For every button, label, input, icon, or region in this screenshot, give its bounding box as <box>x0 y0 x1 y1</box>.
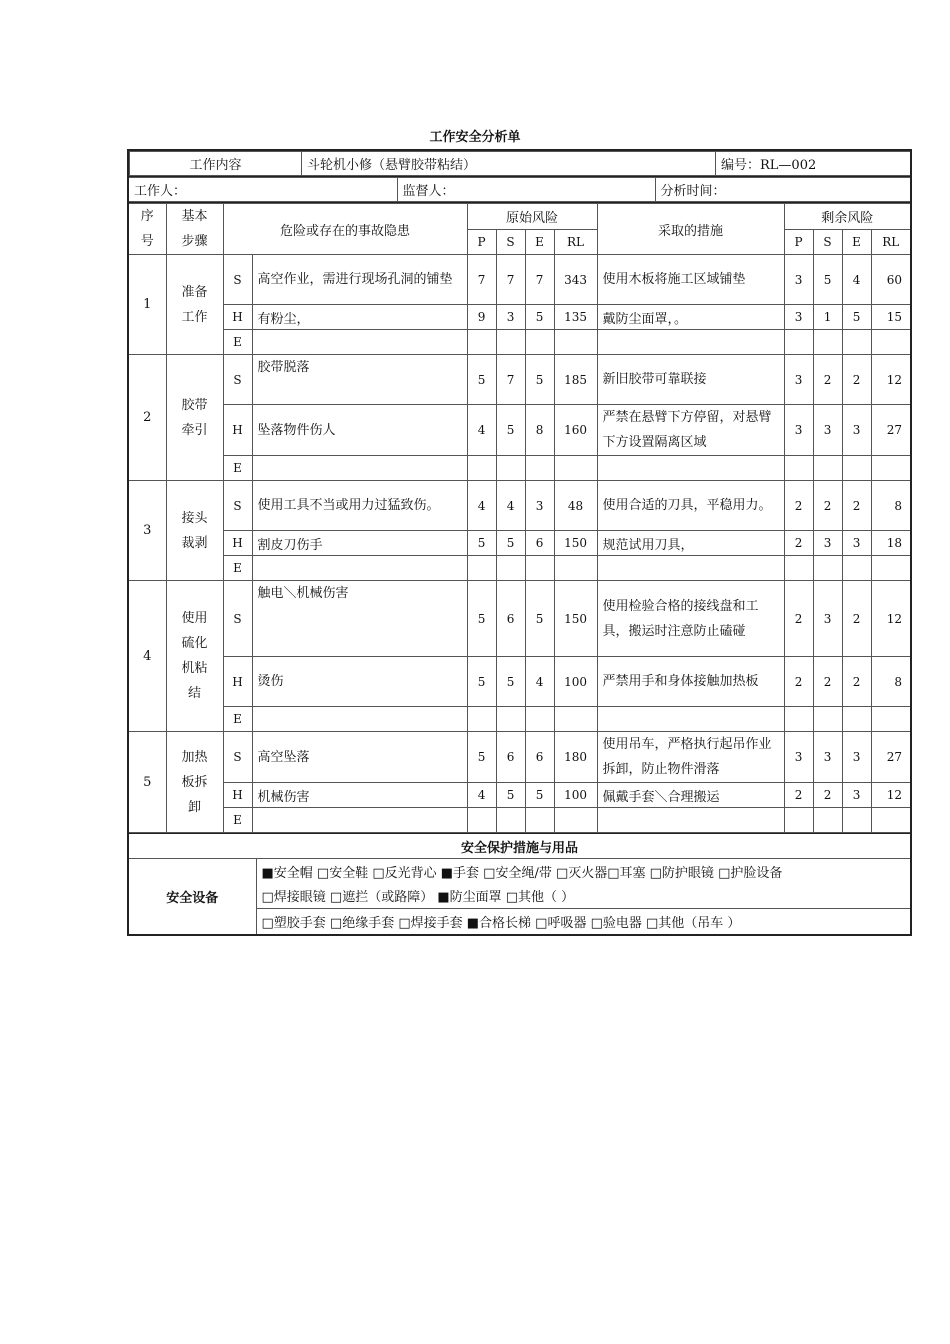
document-title: 工作安全分析单 <box>429 130 521 145</box>
original-rl <box>554 456 597 481</box>
hazard-description <box>252 808 467 833</box>
residual-s: 3 <box>813 531 842 556</box>
residual-e: 2 <box>842 481 871 531</box>
residual-rl: 12 <box>871 581 910 657</box>
residual-e: 3 <box>842 405 871 456</box>
hazard-type: S <box>223 255 252 305</box>
col-header-res-rl: RL <box>871 229 910 255</box>
original-s <box>496 808 525 833</box>
hazard-description: 触电＼机械伤害 <box>252 581 467 657</box>
hazard-type: S <box>223 481 252 531</box>
residual-p <box>784 330 813 355</box>
original-e: 5 <box>525 581 554 657</box>
control-measure: 严禁在悬臂下方停留，对悬臂下方设置隔离区域 <box>597 405 784 456</box>
residual-p <box>784 707 813 732</box>
original-rl <box>554 808 597 833</box>
original-rl: 48 <box>554 481 597 531</box>
residual-rl: 60 <box>871 255 910 305</box>
residual-p: 3 <box>784 732 813 783</box>
table-row <box>129 255 910 305</box>
col-header-residual-risk: 剩余风险 <box>784 204 910 230</box>
col-header-res-s: S <box>813 229 842 255</box>
control-measure <box>597 556 784 581</box>
hazard-description <box>252 330 467 355</box>
table-row <box>129 556 910 581</box>
step-number: 2 <box>129 355 166 481</box>
step-number: 3 <box>129 481 166 581</box>
residual-rl <box>871 456 910 481</box>
control-measure: 使用吊车，严格执行起吊作业拆卸，防止物件滑落 <box>597 732 784 783</box>
control-measure <box>597 808 784 833</box>
original-p: 4 <box>467 405 496 456</box>
residual-e <box>842 556 871 581</box>
col-header-step <box>166 204 223 255</box>
hazard-type: H <box>223 783 252 808</box>
col-header-seq-top: 序 <box>140 209 154 224</box>
analysis-time-label: 分析时间： <box>655 178 910 202</box>
table-row <box>129 481 910 531</box>
hazard-description <box>252 707 467 732</box>
control-measure: 新旧胶带可靠联接 <box>597 355 784 405</box>
table-row <box>129 657 910 707</box>
step-name: 加热 板拆 卸 <box>166 732 223 833</box>
residual-s <box>813 556 842 581</box>
residual-s: 3 <box>813 581 842 657</box>
control-measure: 使用检验合格的接线盘和工具，搬运时注意防止磕碰 <box>597 581 784 657</box>
original-s: 5 <box>496 657 525 707</box>
table-row <box>129 581 910 657</box>
original-s: 5 <box>496 531 525 556</box>
safety-section-title: 安全保护措施与用品 <box>129 834 910 859</box>
residual-s: 2 <box>813 355 842 405</box>
table-row <box>129 531 910 556</box>
residual-e <box>842 707 871 732</box>
table-row <box>129 355 910 405</box>
control-measure: 使用木板将施工区域铺垫 <box>597 255 784 305</box>
original-p: 4 <box>467 481 496 531</box>
residual-e: 4 <box>842 255 871 305</box>
col-header-measures: 采取的措施 <box>597 204 784 255</box>
control-measure <box>597 707 784 732</box>
original-s <box>496 707 525 732</box>
original-rl <box>554 707 597 732</box>
original-s: 6 <box>496 732 525 783</box>
code-label: 编号：RL—002 <box>716 152 911 176</box>
table-row <box>129 305 910 330</box>
original-rl: 180 <box>554 732 597 783</box>
original-e: 6 <box>525 531 554 556</box>
residual-rl: 27 <box>871 732 910 783</box>
hazard-type: H <box>223 305 252 330</box>
safety-equipment-line-2: □焊接眼镜 □遮拦（或路障） ■防尘面罩 □其他（ ） <box>256 884 910 909</box>
residual-rl: 27 <box>871 405 910 456</box>
control-measure <box>597 456 784 481</box>
original-rl: 185 <box>554 355 597 405</box>
original-e: 7 <box>525 255 554 305</box>
original-rl: 160 <box>554 405 597 456</box>
residual-s <box>813 808 842 833</box>
col-header-seq-bottom: 号 <box>140 234 154 249</box>
hazard-description: 高空坠落 <box>252 732 467 783</box>
residual-p <box>784 456 813 481</box>
header-row-1 <box>127 149 912 176</box>
original-rl: 100 <box>554 657 597 707</box>
step-number: 4 <box>129 581 166 732</box>
residual-p: 3 <box>784 305 813 330</box>
table-row <box>129 783 910 808</box>
original-e: 5 <box>525 783 554 808</box>
hazard-type: E <box>223 556 252 581</box>
col-header-original-risk: 原始风险 <box>467 204 597 230</box>
safety-equipment-line-3: □塑胶手套 □绝缘手套 □焊接手套 ■合格长梯 □呼吸器 □验电器 □其他（吊车 ） <box>256 909 910 935</box>
residual-p: 2 <box>784 783 813 808</box>
original-p: 4 <box>467 783 496 808</box>
original-p <box>467 556 496 581</box>
residual-e: 2 <box>842 355 871 405</box>
hazard-description: 坠落物件伤人 <box>252 405 467 456</box>
work-content-label: 工作内容 <box>130 152 302 176</box>
original-e <box>525 556 554 581</box>
original-e: 8 <box>525 405 554 456</box>
original-e <box>525 456 554 481</box>
original-e: 6 <box>525 732 554 783</box>
hazard-type: H <box>223 657 252 707</box>
original-p: 5 <box>467 581 496 657</box>
residual-e <box>842 330 871 355</box>
residual-e <box>842 808 871 833</box>
original-rl: 150 <box>554 531 597 556</box>
residual-e: 3 <box>842 531 871 556</box>
hazard-type: E <box>223 456 252 481</box>
col-header-seq <box>129 204 166 255</box>
hazard-type: S <box>223 355 252 405</box>
residual-e: 2 <box>842 657 871 707</box>
col-header-hazard: 危险或存在的事故隐患 <box>223 204 467 255</box>
original-rl: 343 <box>554 255 597 305</box>
residual-e: 5 <box>842 305 871 330</box>
worker-label: 工作人： <box>129 178 397 202</box>
residual-e <box>842 456 871 481</box>
hazard-type: E <box>223 808 252 833</box>
hazard-description: 使用工具不当或用力过猛致伤。 <box>252 481 467 531</box>
residual-rl: 18 <box>871 531 910 556</box>
header-row-2 <box>127 176 912 202</box>
supervisor-label: 监督人： <box>397 178 655 202</box>
hazard-description: 有粉尘， <box>252 305 467 330</box>
original-e: 5 <box>525 305 554 330</box>
safety-section <box>129 833 910 936</box>
table-row <box>129 707 910 732</box>
residual-rl: 15 <box>871 305 910 330</box>
original-p <box>467 707 496 732</box>
original-p <box>467 808 496 833</box>
hazard-type: S <box>223 732 252 783</box>
work-content-value: 斗轮机小修（悬臂胶带粘结） <box>302 152 716 176</box>
original-s <box>496 456 525 481</box>
original-s: 5 <box>496 783 525 808</box>
hazard-type: E <box>223 330 252 355</box>
residual-rl <box>871 556 910 581</box>
col-header-orig-e: E <box>525 229 554 255</box>
residual-s <box>813 707 842 732</box>
col-header-step-bottom: 步骤 <box>181 234 208 249</box>
residual-s <box>813 456 842 481</box>
original-p: 5 <box>467 355 496 405</box>
residual-e: 3 <box>842 783 871 808</box>
col-header-orig-p: P <box>467 229 496 255</box>
original-s <box>496 556 525 581</box>
hazard-description: 高空作业，需进行现场孔洞的铺垫 <box>252 255 467 305</box>
col-header-res-e: E <box>842 229 871 255</box>
table-row <box>129 456 910 481</box>
original-s: 7 <box>496 255 525 305</box>
col-header-orig-rl: RL <box>554 229 597 255</box>
residual-s: 3 <box>813 405 842 456</box>
residual-s: 2 <box>813 657 842 707</box>
hazard-type: E <box>223 707 252 732</box>
analysis-table <box>127 202 912 936</box>
step-name: 使用 硫化 机粘 结 <box>166 581 223 732</box>
table-row <box>129 808 910 833</box>
residual-p <box>784 556 813 581</box>
residual-p: 3 <box>784 355 813 405</box>
hazard-type: S <box>223 581 252 657</box>
original-e <box>525 330 554 355</box>
col-header-res-p: P <box>784 229 813 255</box>
residual-rl <box>871 808 910 833</box>
residual-p: 2 <box>784 657 813 707</box>
original-p: 5 <box>467 657 496 707</box>
hazard-description: 割皮刀伤手 <box>252 531 467 556</box>
original-s: 6 <box>496 581 525 657</box>
original-p <box>467 330 496 355</box>
original-e <box>525 707 554 732</box>
original-s: 7 <box>496 355 525 405</box>
control-measure: 严禁用手和身体接触加热板 <box>597 657 784 707</box>
residual-rl <box>871 330 910 355</box>
step-number: 1 <box>129 255 166 355</box>
control-measure: 使用合适的刀具，平稳用力。 <box>597 481 784 531</box>
hazard-description: 机械伤害 <box>252 783 467 808</box>
original-rl <box>554 330 597 355</box>
step-name: 胶带 牵引 <box>166 355 223 481</box>
residual-p: 2 <box>784 481 813 531</box>
hazard-type: H <box>223 531 252 556</box>
original-s <box>496 330 525 355</box>
table-row <box>129 330 910 355</box>
hazard-description: 烫伤 <box>252 657 467 707</box>
original-s: 3 <box>496 305 525 330</box>
residual-rl: 12 <box>871 355 910 405</box>
original-e: 4 <box>525 657 554 707</box>
residual-s: 1 <box>813 305 842 330</box>
table-row <box>129 405 910 456</box>
original-p: 9 <box>467 305 496 330</box>
original-p: 5 <box>467 732 496 783</box>
residual-s: 5 <box>813 255 842 305</box>
original-p: 7 <box>467 255 496 305</box>
original-e: 3 <box>525 481 554 531</box>
hazard-description <box>252 456 467 481</box>
original-s: 5 <box>496 405 525 456</box>
residual-s: 2 <box>813 783 842 808</box>
original-e: 5 <box>525 355 554 405</box>
col-header-step-top: 基本 <box>181 209 208 224</box>
col-header-orig-s: S <box>496 229 525 255</box>
step-name: 准备 工作 <box>166 255 223 355</box>
residual-s: 2 <box>813 481 842 531</box>
residual-p: 3 <box>784 255 813 305</box>
residual-rl: 8 <box>871 481 910 531</box>
original-rl: 135 <box>554 305 597 330</box>
residual-rl: 8 <box>871 657 910 707</box>
original-rl <box>554 556 597 581</box>
original-p: 5 <box>467 531 496 556</box>
residual-e: 2 <box>842 581 871 657</box>
residual-p: 2 <box>784 531 813 556</box>
step-number: 5 <box>129 732 166 833</box>
residual-p: 3 <box>784 405 813 456</box>
hazard-description <box>252 556 467 581</box>
residual-rl: 12 <box>871 783 910 808</box>
residual-p: 2 <box>784 581 813 657</box>
control-measure: 规范试用刀具， <box>597 531 784 556</box>
residual-s: 3 <box>813 732 842 783</box>
table-row <box>129 732 910 783</box>
residual-e: 3 <box>842 732 871 783</box>
original-p <box>467 456 496 481</box>
original-s: 4 <box>496 481 525 531</box>
control-measure <box>597 330 784 355</box>
residual-p <box>784 808 813 833</box>
step-name: 接头 裁剥 <box>166 481 223 581</box>
hazard-description: 胶带脱落 <box>252 355 467 405</box>
residual-s <box>813 330 842 355</box>
control-measure: 佩戴手套＼合理搬运 <box>597 783 784 808</box>
residual-rl <box>871 707 910 732</box>
original-e <box>525 808 554 833</box>
safety-equipment-line-1: ■安全帽 □安全鞋 □反光背心 ■手套 □安全绳/带 □灭火器□耳塞 □防护眼镜 □护脸设备 <box>256 859 910 884</box>
safety-equipment-label: 安全设备 <box>129 859 256 935</box>
hazard-type: H <box>223 405 252 456</box>
original-rl: 100 <box>554 783 597 808</box>
control-measure: 戴防尘面罩，。 <box>597 305 784 330</box>
original-rl: 150 <box>554 581 597 657</box>
